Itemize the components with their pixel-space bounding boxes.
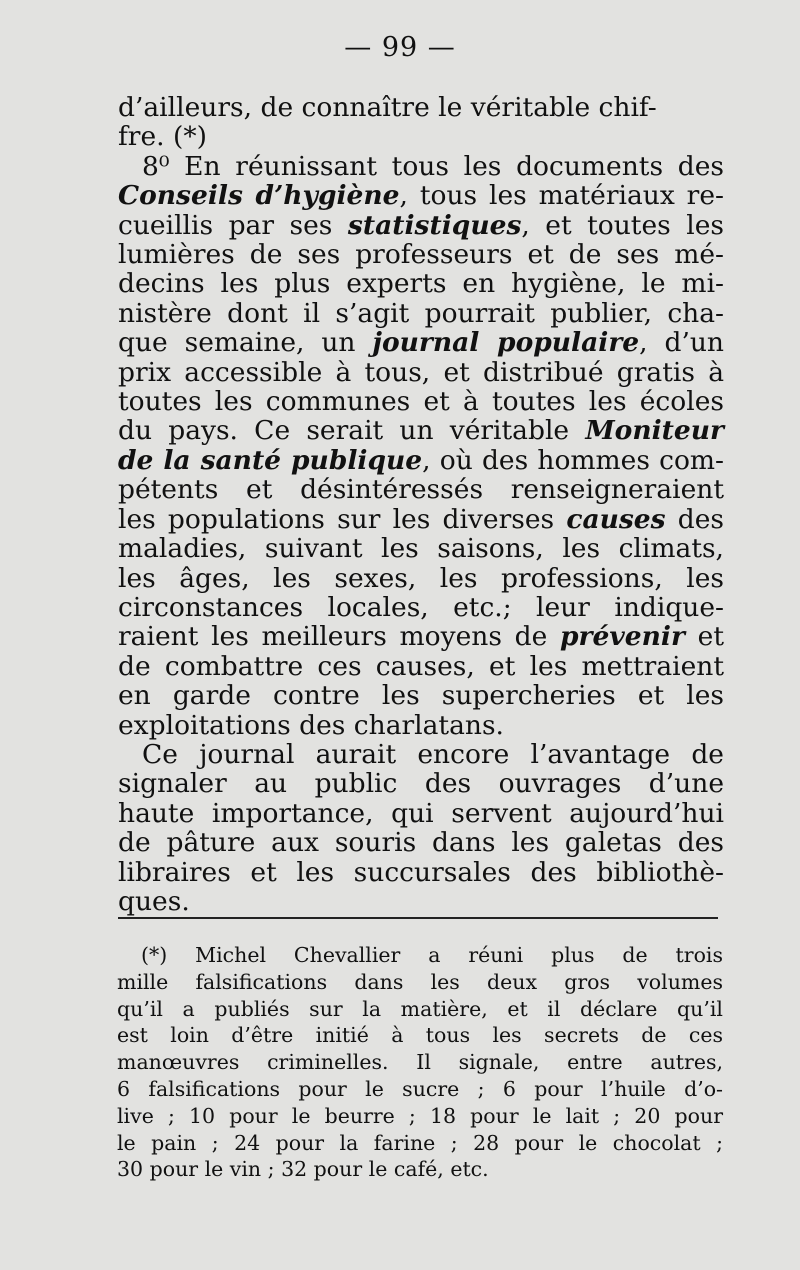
footnote-line: le pain ; 24 pour la farine ; 28 pour le chocolat ; — [117, 1130, 723, 1155]
text-line: que semaine, un journal populaire, d’un — [118, 327, 724, 359]
text-line: decins les plus experts en hygiène, le mi- — [118, 268, 724, 300]
text-line: raient les meilleurs moyens de prévenir et — [118, 621, 724, 653]
text-line: prix accessible à tous, et distribué gratis à — [118, 356, 724, 388]
text-line: les populations sur les diverses causes des — [118, 503, 725, 535]
footnote-line: 6 falsifications pour le sucre ; 6 pour l’huile d’o- — [117, 1076, 723, 1101]
text-line: de la santé publique, où des hommes com- — [118, 444, 724, 476]
italic-term: Moniteur — [585, 415, 724, 447]
italic-term: causes — [566, 503, 666, 535]
text-line: lumières de ses professeurs et de ses mé- — [118, 239, 724, 271]
text-line: d’ailleurs, de connaître le véritable chif- — [118, 92, 657, 123]
footnote-line: 30 pour le vin ; 32 pour le café, etc. — [117, 1157, 489, 1182]
text-line: haute importance, qui servent aujourd’hui — [118, 797, 724, 829]
italic-term: prévenir — [560, 621, 685, 653]
text-line: du pays. Ce serait un véritable Moniteur — [118, 415, 724, 447]
footnote-line: manœuvres criminelles. Il signale, entre autres, — [117, 1050, 723, 1075]
page-number: — 99 — — [344, 32, 456, 63]
text-line: de combattre ces causes, et les mettraient — [118, 650, 724, 682]
text-line: libraires et les succursales des bibliothè- — [118, 856, 724, 888]
text-line: nistère dont il s’agit pourrait publier, cha- — [118, 297, 724, 329]
italic-term: statistiques — [347, 209, 522, 241]
italic-term: Conseils d’hygiène — [118, 180, 400, 212]
footnote-line: qu’il a publiés sur la matière, et il déclare qu’il — [117, 996, 723, 1021]
footnote-divider — [118, 917, 718, 919]
italic-term: journal populaire — [372, 327, 640, 359]
text-line: les âges, les sexes, les professions, les — [118, 562, 724, 594]
text-line: en garde contre les supercheries et les — [118, 680, 724, 712]
text-line: ques. — [118, 885, 190, 917]
text-line: cueillis par ses statistiques, et toutes les — [118, 209, 724, 241]
text-line: circonstances locales, etc.; leur indique- — [118, 591, 724, 623]
text-line: de pâture aux souris dans les galetas des — [118, 827, 724, 859]
footnote — [117, 942, 723, 1183]
footnote-line: mille falsifications dans les deux gros volumes — [117, 969, 723, 994]
text-line: toutes les communes et à toutes les écoles — [118, 386, 724, 418]
text-line: exploitations des charlatans. — [118, 709, 504, 741]
paragraph-start: Ce journal aurait encore l’avantage de — [142, 738, 724, 770]
text-line: fre. (*) — [118, 121, 207, 153]
paragraph-start: 8⁰ En réunissant tous les documents des — [142, 150, 724, 182]
footnote-line: (*) Michel Chevallier a réuni plus de trois — [141, 943, 723, 967]
text-line: signaler au public des ouvrages d’une — [118, 768, 724, 800]
italic-term: de la santé publique — [118, 444, 423, 476]
text-line: maladies, suivant les saisons, les climats, — [118, 533, 724, 565]
footnote-line: est loin d’être initié à tous les secrets de ces — [117, 1023, 723, 1048]
main-text — [118, 93, 724, 916]
footnote-line: live ; 10 pour le beurre ; 18 pour le lait ; 20 pour — [117, 1103, 723, 1128]
text-line: Conseils d’hygiène, tous les matériaux re- — [118, 180, 724, 212]
text-line: pétents et désintéressés renseigneraient — [118, 474, 724, 506]
